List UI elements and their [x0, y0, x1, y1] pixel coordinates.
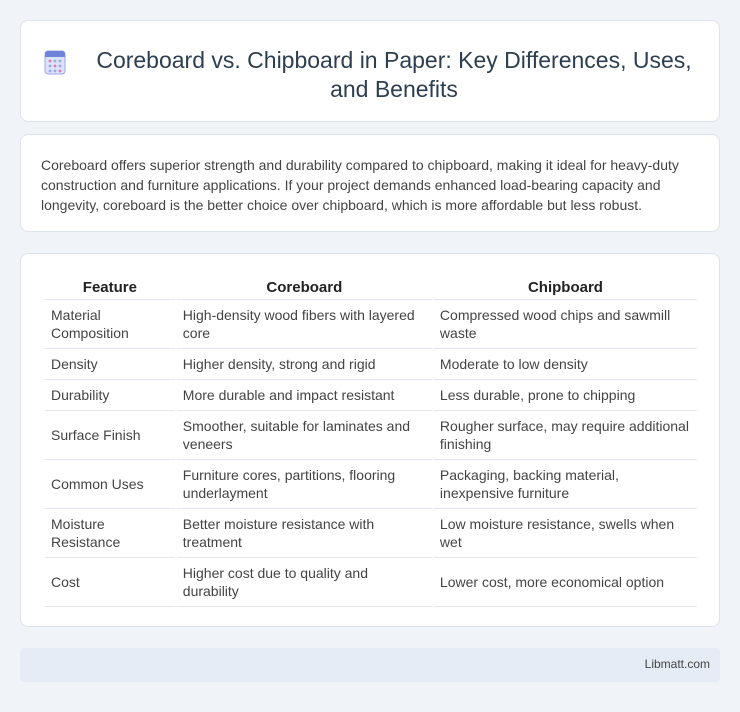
feature-cell: Density	[45, 349, 175, 380]
chipboard-cell: Low moisture resistance, swells when wet	[434, 509, 697, 558]
document-icon	[41, 48, 69, 76]
chipboard-cell: Less durable, prone to chipping	[434, 380, 697, 411]
feature-cell: Cost	[45, 558, 175, 607]
chipboard-cell: Moderate to low density	[434, 349, 697, 380]
feature-cell: Durability	[45, 380, 175, 411]
header-feature: Feature	[45, 274, 175, 300]
title-card	[20, 20, 720, 122]
chipboard-cell: Packaging, backing material, inexpensive furniture	[434, 460, 697, 509]
summary-text: Coreboard offers superior strength and durability compared to chipboard, making it ideal for heavy-duty construction and furniture applications. If your project demands enhanced load-bearing capacity and longevity, coreboard is the better choice over chipboard, which is more affordable but less robust.	[41, 157, 679, 213]
feature-cell: Common Uses	[45, 460, 175, 509]
feature-cell: Surface Finish	[45, 411, 175, 460]
feature-cell: Moisture Resistance	[45, 509, 175, 558]
table-row	[45, 380, 697, 411]
coreboard-cell: Smoother, suitable for laminates and veneers	[177, 411, 432, 460]
header-coreboard: Coreboard	[177, 274, 432, 300]
chipboard-cell: Lower cost, more economical option	[434, 558, 697, 607]
table-row	[45, 558, 697, 607]
coreboard-cell: Better moisture resistance with treatment	[177, 509, 432, 558]
table-row	[45, 411, 697, 460]
footer-brand[interactable]: Libmatt.com	[644, 657, 710, 671]
coreboard-cell: Furniture cores, partitions, flooring underlayment	[177, 460, 432, 509]
coreboard-cell: Higher cost due to quality and durability	[177, 558, 432, 607]
comparison-table	[43, 274, 699, 607]
feature-cell: Material Composition	[45, 300, 175, 349]
coreboard-cell: Higher density, strong and rigid	[177, 349, 432, 380]
comparison-card	[20, 253, 720, 627]
table-row	[45, 300, 697, 349]
table-row	[45, 509, 697, 558]
header-chipboard: Chipboard	[434, 274, 697, 300]
coreboard-cell: More durable and impact resistant	[177, 380, 432, 411]
summary-card	[20, 134, 720, 232]
chipboard-cell: Compressed wood chips and sawmill waste	[434, 300, 697, 349]
coreboard-cell: High-density wood fibers with layered core	[177, 300, 432, 349]
table-row	[45, 460, 697, 509]
title-row	[21, 21, 719, 104]
table-row	[45, 349, 697, 380]
table-header-row	[45, 274, 697, 300]
page-title: Coreboard vs. Chipboard in Paper: Key Differences, Uses, and Benefits	[96, 47, 692, 102]
chipboard-cell: Rougher surface, may require additional finishing	[434, 411, 697, 460]
footer	[20, 648, 720, 682]
